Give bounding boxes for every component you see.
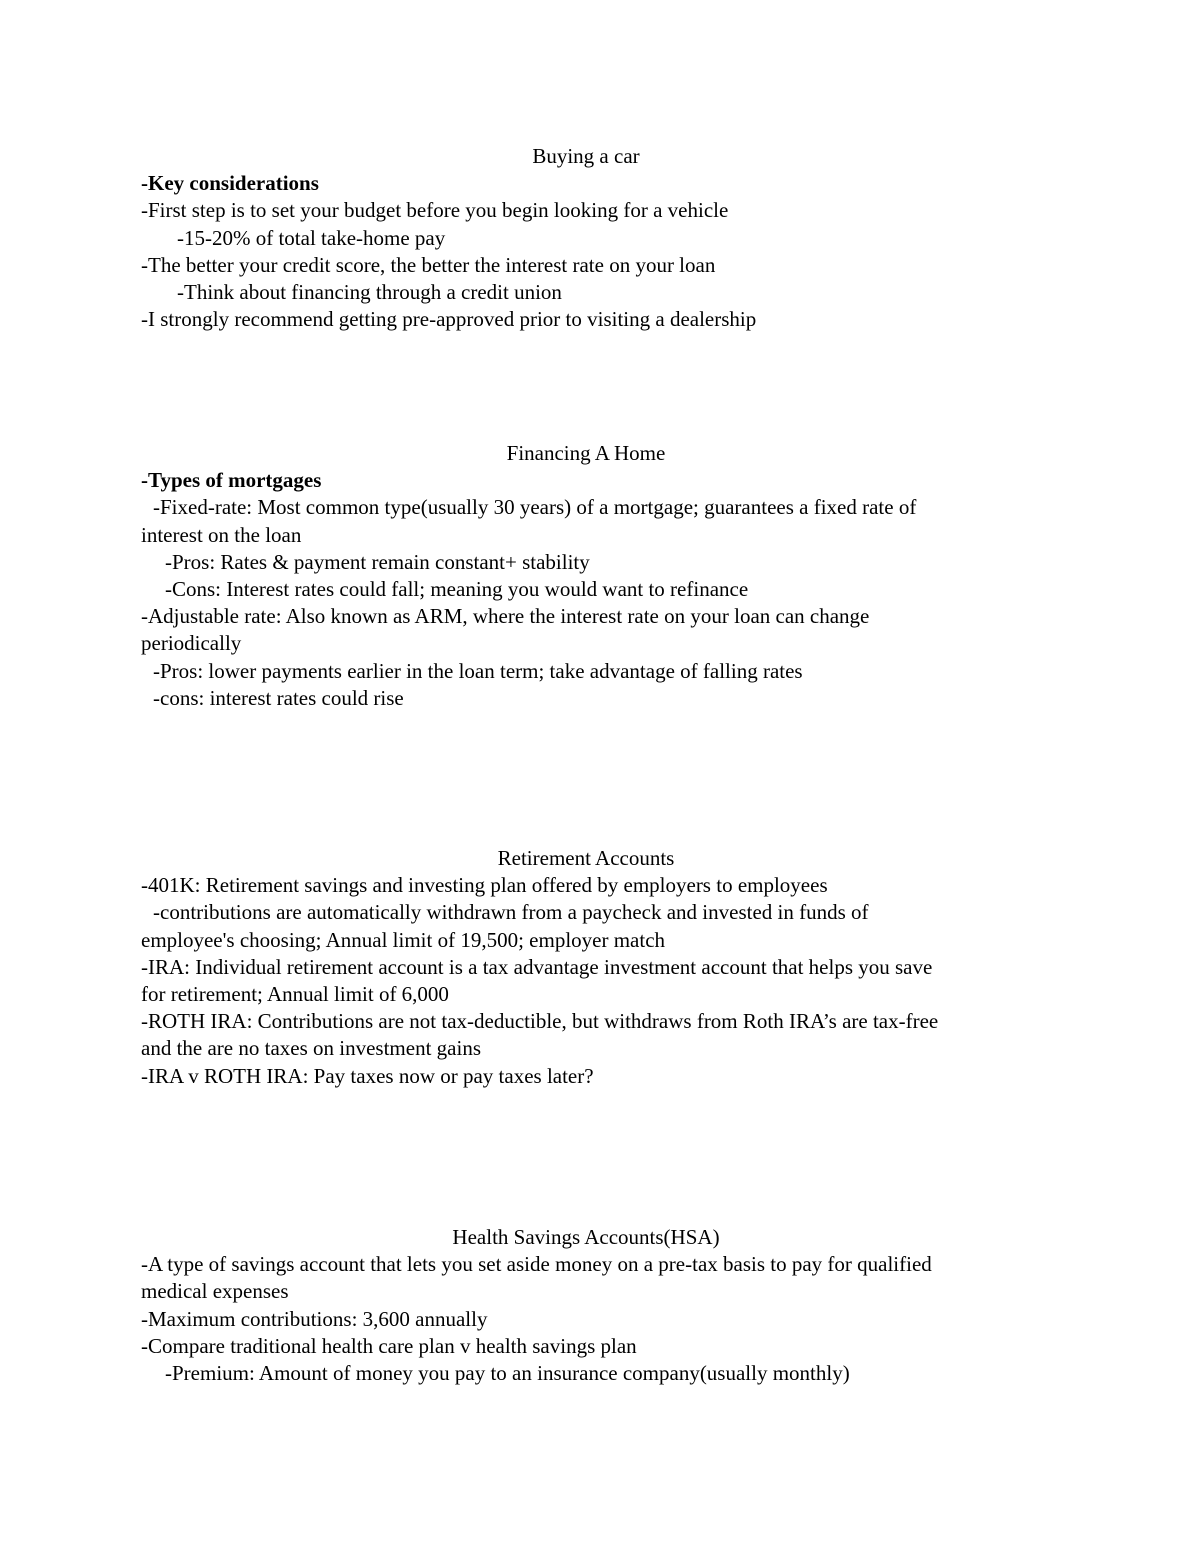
text-line: -Premium: Amount of money you pay to an insurance company(usually monthly) — [165, 1361, 850, 1386]
text-line: -Cons: Interest rates could fall; meaning you would want to refinance — [165, 577, 749, 602]
text-line: -A type of savings account that lets you set aside money on a pre-tax basis to pay for qualified — [141, 1252, 932, 1277]
text-line: employee's choosing; Annual limit of 19,500; employer match — [141, 927, 666, 952]
text-line: -cons: interest rates could rise — [153, 685, 404, 710]
text-line: and the are no taxes on investment gains — [141, 1036, 481, 1061]
section-title: Financing A Home — [506, 441, 666, 465]
text-line: -15-20% of total take-home pay — [177, 225, 446, 250]
text-line: -contributions are automatically withdrawn from a paycheck and invested in funds of — [153, 900, 869, 925]
text-line: -Compare traditional health care plan v health savings plan — [141, 1333, 637, 1358]
text-line: -Pros: Rates & payment remain constant+ stability — [165, 549, 590, 574]
section-title: Buying a car — [532, 144, 640, 168]
text-line: -Think about financing through a credit union — [177, 280, 562, 305]
text-line: -The better your credit score, the better the interest rate on your loan — [141, 252, 716, 277]
text-line: -401K: Retirement savings and investing plan offered by employers to employees — [141, 873, 828, 898]
section-title: Health Savings Accounts(HSA) — [452, 1225, 720, 1249]
text-line: -IRA v ROTH IRA: Pay taxes now or pay taxes later? — [141, 1063, 594, 1088]
text-line: medical expenses — [141, 1279, 289, 1304]
section-financing-a-home — [141, 440, 1061, 712]
section-retirement-accounts — [141, 845, 1061, 1090]
text-line: -Pros: lower payments earlier in the loan term; take advantage of falling rates — [153, 658, 803, 683]
section-heading: -Types of mortgages — [141, 468, 322, 493]
text-line: interest on the loan — [141, 522, 302, 547]
text-line: -Maximum contributions: 3,600 annually — [141, 1306, 488, 1331]
text-line: for retirement; Annual limit of 6,000 — [141, 982, 449, 1007]
text-line: periodically — [141, 631, 242, 656]
section-health-savings-accounts — [141, 1224, 1061, 1387]
text-line: -ROTH IRA: Contributions are not tax-deductible, but withdraws from Roth IRA’s are tax-free — [141, 1009, 939, 1034]
text-line: -Adjustable rate: Also known as ARM, where the interest rate on your loan can change — [141, 604, 870, 629]
text-line: -Fixed-rate: Most common type(usually 30 years) of a mortgage; guarantees a fixed rate of — [153, 495, 917, 520]
section-heading: -Key considerations — [141, 171, 319, 196]
text-line: -IRA: Individual retirement account is a tax advantage investment account that helps you save — [141, 954, 933, 979]
text-line: -I strongly recommend getting pre-approved prior to visiting a dealership — [141, 307, 757, 332]
section-title: Retirement Accounts — [497, 846, 675, 870]
section-buying-a-car — [141, 143, 1061, 333]
text-line: -First step is to set your budget before you begin looking for a vehicle — [141, 198, 729, 223]
